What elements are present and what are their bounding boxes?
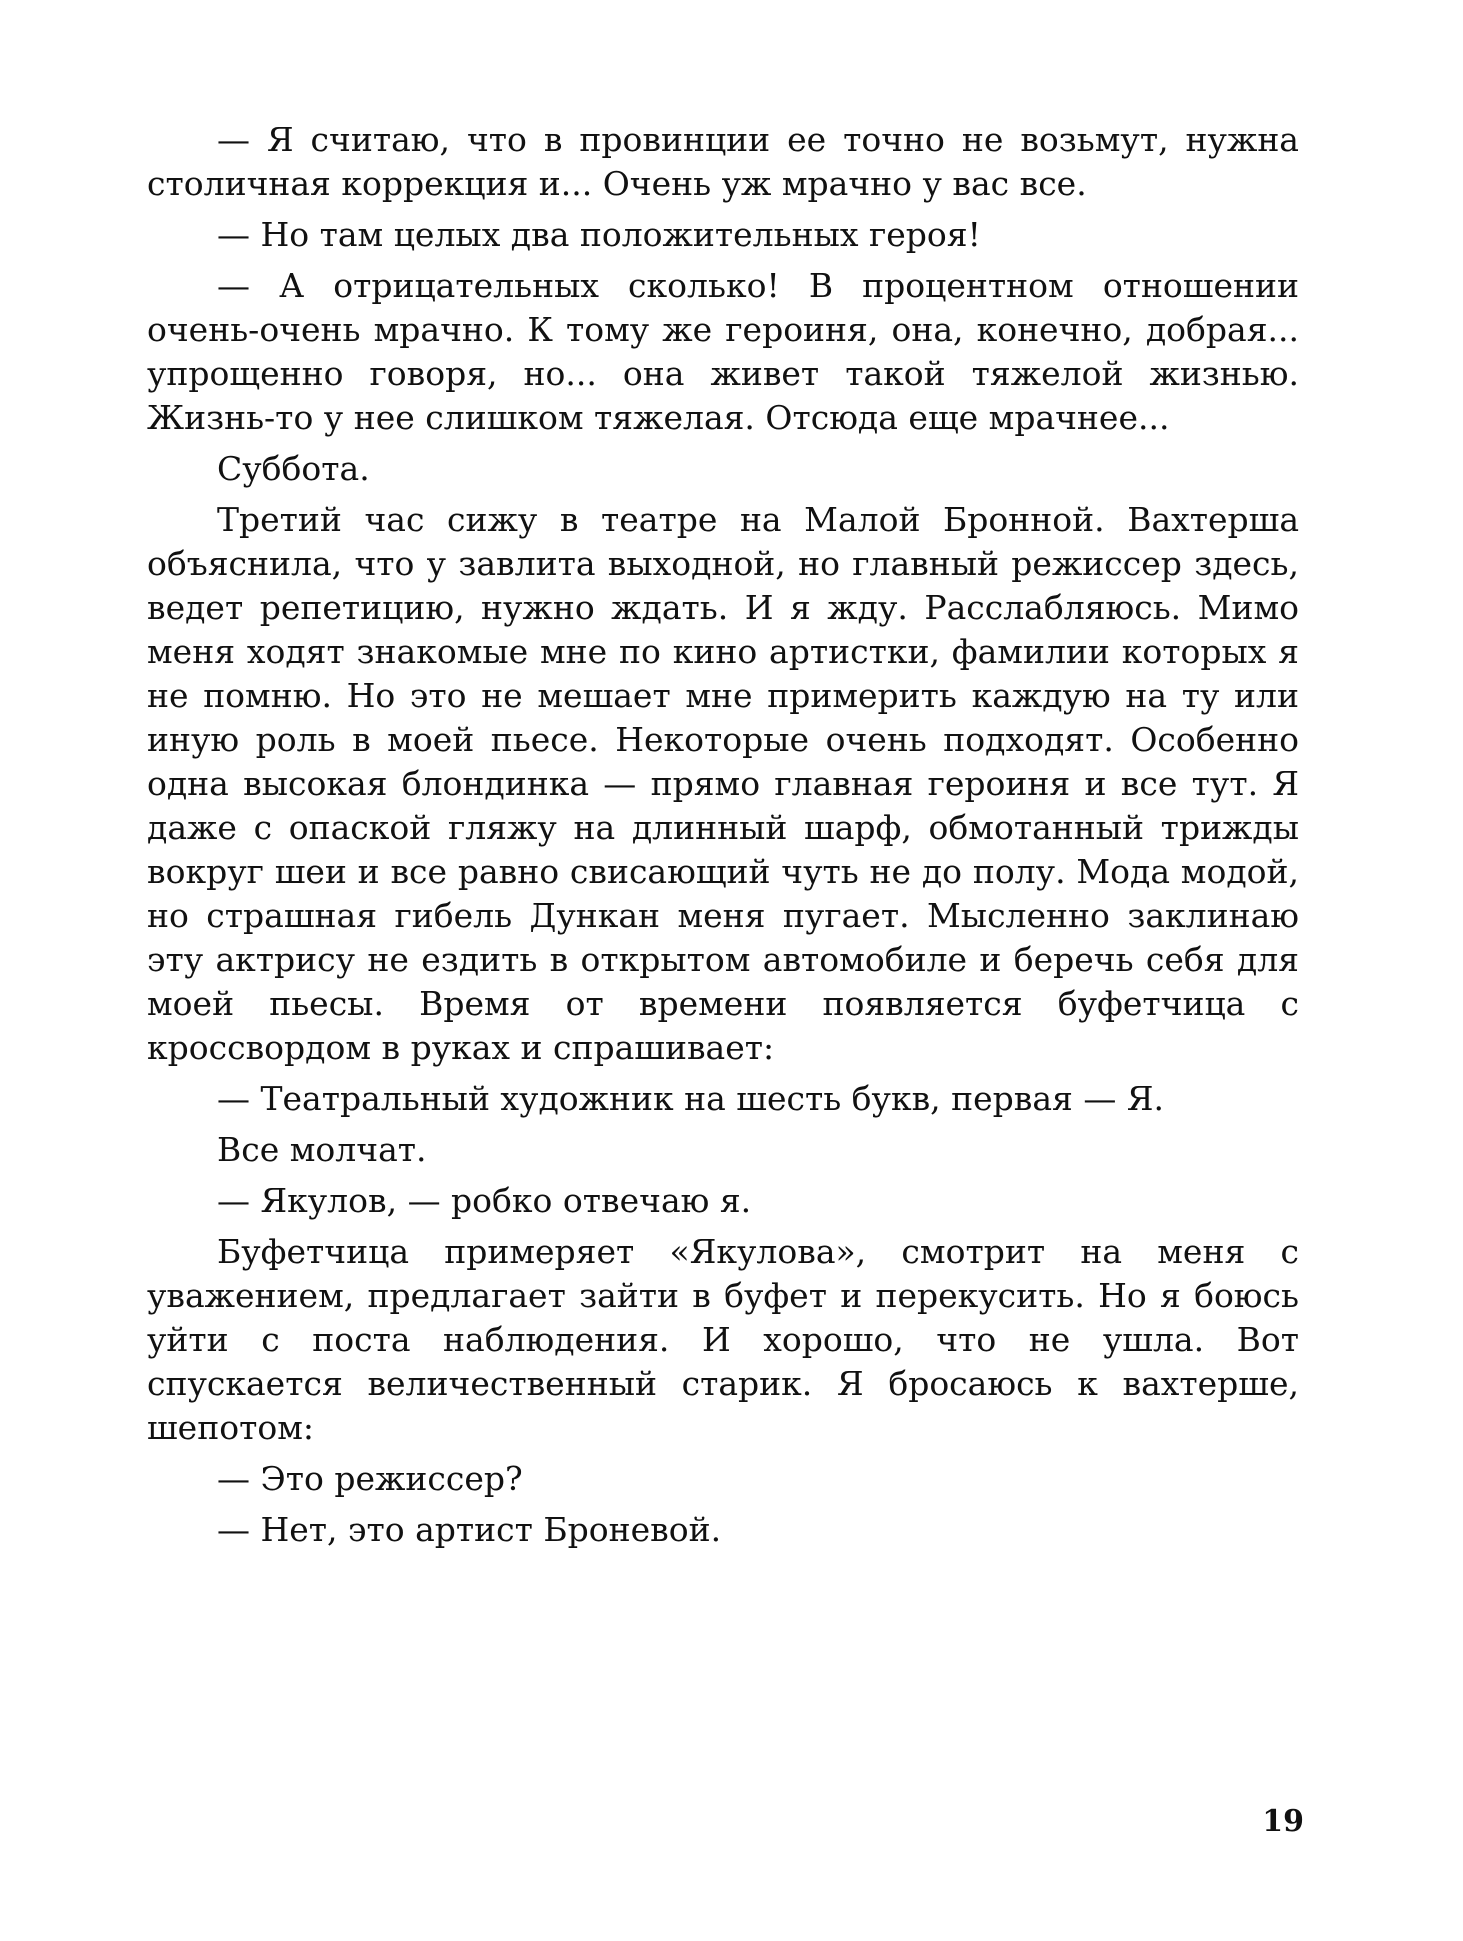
body-text: [147, 118, 1299, 1559]
paragraph-9: Буфетчица примеряет «Якулова», смотрит на меня с уважением, предлагает зайти в буфет и перекусить. Но я боюсь уйти с поста наблюдения. И хорошо, что не ушла. Вот спускается величественный старик. Я бросаюсь к вахтерше, шепотом:: [147, 1232, 1299, 1447]
paragraph-6: — Театральный художник на шесть букв, первая — Я.: [217, 1079, 1164, 1118]
paragraph-1: — Я считаю, что в провинции ее точно не возьмут, нужна столичная коррекция и... Очень уж мрачно у вас все.: [147, 120, 1299, 203]
paragraph-2: — Но там целых два положительных героя!: [217, 215, 981, 254]
paragraph-5: Третий час сижу в театре на Малой Бронной. Вахтерша объяснила, что у завлита выходной, но главный режиссер здесь, ведет репетицию, нужно ждать. И я жду. Расслабляюсь. Мимо меня ходят знакомые мне по кино артистки, фамилии которых я не помню. Но это не мешает мне примерить каждую на ту или иную роль в моей пьесе. Некоторые очень подходят. Особенно одна высокая блондинка — прямо главная героиня и все тут. Я даже с опаской гляжу на длинный шарф, обмотанный трижды вокруг шеи и все равно свисающий чуть не до полу. Мода модой, но страшная гибель Дункан меня пугает. Мысленно заклинаю эту актрису не ездить в открытом автомобиле и беречь себя для моей пьесы. Время от времени появляется буфетчица с кроссвордом в руках и спрашивает:: [147, 500, 1299, 1067]
paragraph-3: — А отрицательных сколько! В процентном отношении очень-очень мрачно. К тому же героиня, она, конечно, добрая... упрощенно говоря, но... она живет такой тяжелой жизнью. Жизнь-то у нее слишком тяжелая. Отсюда еще мрачнее...: [147, 266, 1299, 437]
paragraph-4: Суббота.: [217, 449, 370, 488]
paragraph-8: — Якулов, — робко отвечаю я.: [217, 1181, 752, 1220]
paragraph-10: — Это режиссер?: [217, 1459, 523, 1498]
paragraph-11: — Нет, это артист Броневой.: [217, 1510, 722, 1549]
paragraph-7: Все молчат.: [217, 1130, 427, 1169]
page-number: 19: [1262, 1804, 1304, 1839]
